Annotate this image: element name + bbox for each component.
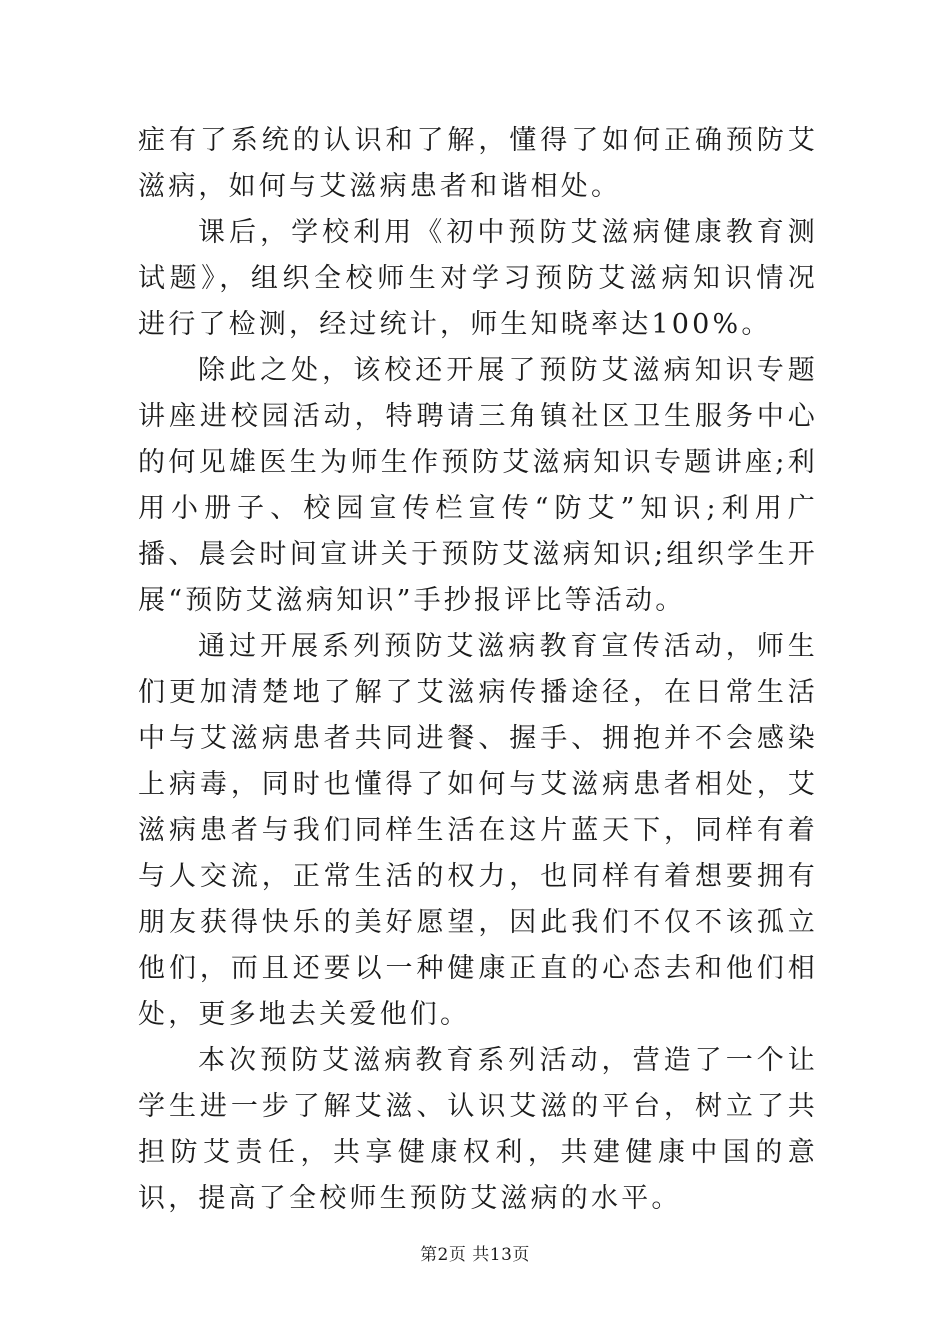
body-text [138,118,818,1222]
paragraph-lecture-activities: 除此之处，该校还开展了预防艾滋病知识专题讲座进校园活动，特聘请三角镇社区卫生服务中心的何见雄医生为师生作预防艾滋病知识专题讲座;利用小册子、校园宣传栏宣传“防艾”知识;利用广播、晨会时间宣讲关于预防艾滋病知识;组织学生开展“预防艾滋病知识”手抄报评比等活动。 [138,355,818,616]
paragraph-understanding: 通过开展系列预防艾滋病教育宣传活动，师生们更加清楚地了解了艾滋病传播途径，在日常生活中与艾滋病患者共同进餐、握手、拥抱并不会感染上病毒，同时也懂得了如何与艾滋病患者相处，艾滋病患者与我们同样生活在这片蓝天下，同样有着与人交流，正常生活的权力，也同样有着想要拥有朋友获得快乐的美好愿望，因此我们不仅不该孤立他们，而且还要以一种健康正直的心态去和他们相处，更多地去关爱他们。 [138,631,818,1030]
paragraph-test-results: 课后，学校利用《初中预防艾滋病健康教育测试题》，组织全校师生对学习预防艾滋病知识情况进行了检测，经过统计，师生知晓率达100%。 [138,217,818,340]
paragraph-conclusion: 本次预防艾滋病教育系列活动，营造了一个让学生进一步了解艾滋、认识艾滋的平台，树立了共担防艾责任，共享健康权利，共建健康中国的意识，提高了全校师生预防艾滋病的水平。 [138,1045,818,1214]
page-number-footer: 第2页 共13页 [420,1245,530,1265]
paragraph-continued: 症有了系统的认识和了解，懂得了如何正确预防艾滋病，如何与艾滋病患者和谐相处。 [138,125,818,202]
